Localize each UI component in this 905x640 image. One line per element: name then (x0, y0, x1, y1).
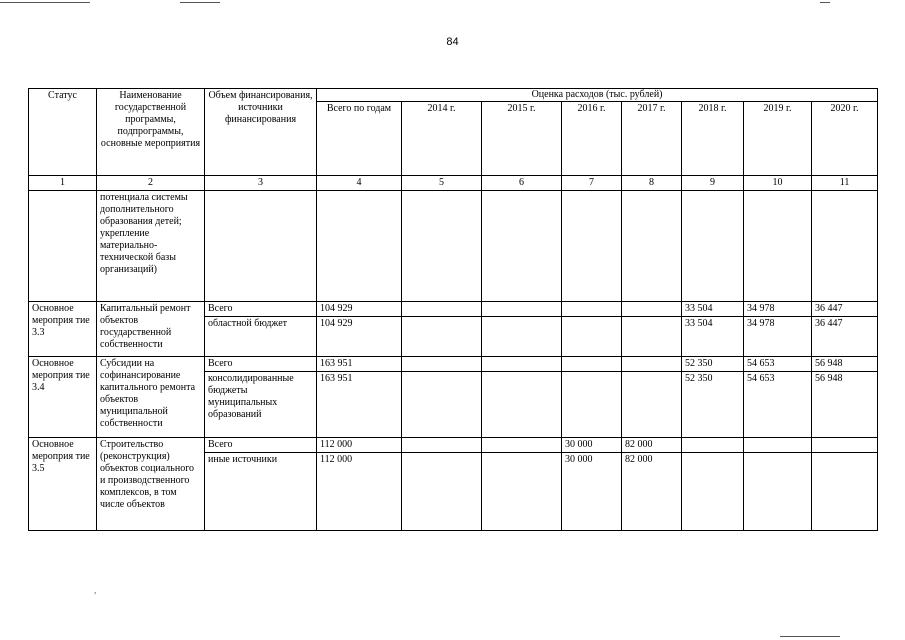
amount-cell (402, 453, 482, 531)
header-year: 2020 г. (812, 102, 878, 176)
column-number: 4 (317, 176, 402, 191)
empty-cell (317, 191, 402, 302)
amount-cell (622, 317, 682, 357)
amount-cell: 33 504 (682, 317, 744, 357)
header-year: Всего по годам (317, 102, 402, 176)
amount-cell (402, 438, 482, 453)
column-number: 9 (682, 176, 744, 191)
measure-status: Основное мероприя тие 3.4 (29, 357, 97, 438)
funding-source: иные источники (205, 453, 317, 531)
header-year: 2016 г. (562, 102, 622, 176)
amount-cell (812, 438, 878, 453)
continuation-status-cell (29, 191, 97, 302)
amount-cell (622, 302, 682, 317)
column-number: 1 (29, 176, 97, 191)
column-number: 2 (97, 176, 205, 191)
column-number: 10 (744, 176, 812, 191)
header-year: 2017 г. (622, 102, 682, 176)
header-year: 2019 г. (744, 102, 812, 176)
measure-total-row (29, 438, 878, 453)
budget-table (28, 88, 878, 531)
continuation-row (29, 191, 878, 302)
measure-name: Строительство (реконструкция) объектов социального и производственного комплексов, в том числе объектов (97, 438, 205, 531)
funding-source: Всего (205, 302, 317, 317)
amount-cell (682, 453, 744, 531)
measure-name: Субсидии на софинансирование капитального ремонта объектов муниципальной собственности (97, 357, 205, 438)
measure-status: Основное мероприя тие 3.3 (29, 302, 97, 357)
column-number: 5 (402, 176, 482, 191)
funding-source: Всего (205, 357, 317, 372)
scan-artifact-line (820, 2, 830, 3)
funding-source: Всего (205, 438, 317, 453)
amount-cell (482, 317, 562, 357)
header-name: Наименование государственной программы, подпрограммы, основные мероприятия (97, 89, 205, 176)
amount-cell (402, 357, 482, 372)
amount-cell: 52 350 (682, 357, 744, 372)
amount-cell (482, 453, 562, 531)
amount-cell: 54 653 (744, 372, 812, 438)
measure-name: Капитальный ремонт объектов государственной собственности (97, 302, 205, 357)
empty-cell (622, 191, 682, 302)
column-number: 11 (812, 176, 878, 191)
header-year: 2014 г. (402, 102, 482, 176)
scan-artifact-line (0, 2, 90, 3)
empty-cell (205, 191, 317, 302)
empty-cell (682, 191, 744, 302)
amount-cell (744, 453, 812, 531)
header-estimate: Оценка расходов (тыс. рублей) (317, 89, 878, 102)
continuation-name: потенциала системы дополнительного образования детей; укрепление материально-технической базы организаций) (97, 191, 205, 302)
amount-cell (402, 302, 482, 317)
header-volume: Объем финансирования, источники финансирования (205, 89, 317, 176)
column-number: 6 (482, 176, 562, 191)
amount-cell (622, 357, 682, 372)
amount-cell: 34 978 (744, 317, 812, 357)
amount-cell (562, 372, 622, 438)
funding-source: областной бюджет (205, 317, 317, 357)
measure-status: Основное мероприя тие 3.5 (29, 438, 97, 531)
scan-artifact-line (780, 636, 840, 637)
amount-cell: 112 000 (317, 453, 402, 531)
empty-cell (812, 191, 878, 302)
header-status: Статус (29, 89, 97, 176)
column-number-row (29, 176, 878, 191)
measure-total-row (29, 302, 878, 317)
empty-cell (562, 191, 622, 302)
amount-cell: 30 000 (562, 438, 622, 453)
amount-cell (562, 357, 622, 372)
amount-cell (562, 317, 622, 357)
amount-cell: 36 447 (812, 302, 878, 317)
amount-cell: 56 948 (812, 357, 878, 372)
funding-source: консолидированные бюджеты муниципальных образований (205, 372, 317, 438)
scan-artifact-line (180, 2, 220, 3)
amount-cell (682, 438, 744, 453)
amount-cell (812, 453, 878, 531)
measure-total-row (29, 357, 878, 372)
column-number: 3 (205, 176, 317, 191)
amount-cell (744, 438, 812, 453)
amount-cell (482, 357, 562, 372)
amount-cell: 33 504 (682, 302, 744, 317)
amount-cell: 82 000 (622, 453, 682, 531)
amount-cell: 34 978 (744, 302, 812, 317)
amount-cell: 82 000 (622, 438, 682, 453)
amount-cell: 56 948 (812, 372, 878, 438)
scan-speck: , (94, 585, 97, 595)
amount-cell (482, 302, 562, 317)
amount-cell: 52 350 (682, 372, 744, 438)
page-number: 84 (446, 36, 459, 48)
amount-cell: 163 951 (317, 372, 402, 438)
column-number: 8 (622, 176, 682, 191)
empty-cell (744, 191, 812, 302)
amount-cell: 54 653 (744, 357, 812, 372)
header-year: 2015 г. (482, 102, 562, 176)
amount-cell (482, 438, 562, 453)
amount-cell: 112 000 (317, 438, 402, 453)
amount-cell (562, 302, 622, 317)
empty-cell (402, 191, 482, 302)
amount-cell: 163 951 (317, 357, 402, 372)
amount-cell (402, 317, 482, 357)
column-number: 7 (562, 176, 622, 191)
header-row (29, 89, 878, 102)
amount-cell (482, 372, 562, 438)
empty-cell (482, 191, 562, 302)
header-year: 2018 г. (682, 102, 744, 176)
amount-cell (622, 372, 682, 438)
amount-cell: 30 000 (562, 453, 622, 531)
amount-cell (402, 372, 482, 438)
amount-cell: 104 929 (317, 317, 402, 357)
amount-cell: 36 447 (812, 317, 878, 357)
amount-cell: 104 929 (317, 302, 402, 317)
